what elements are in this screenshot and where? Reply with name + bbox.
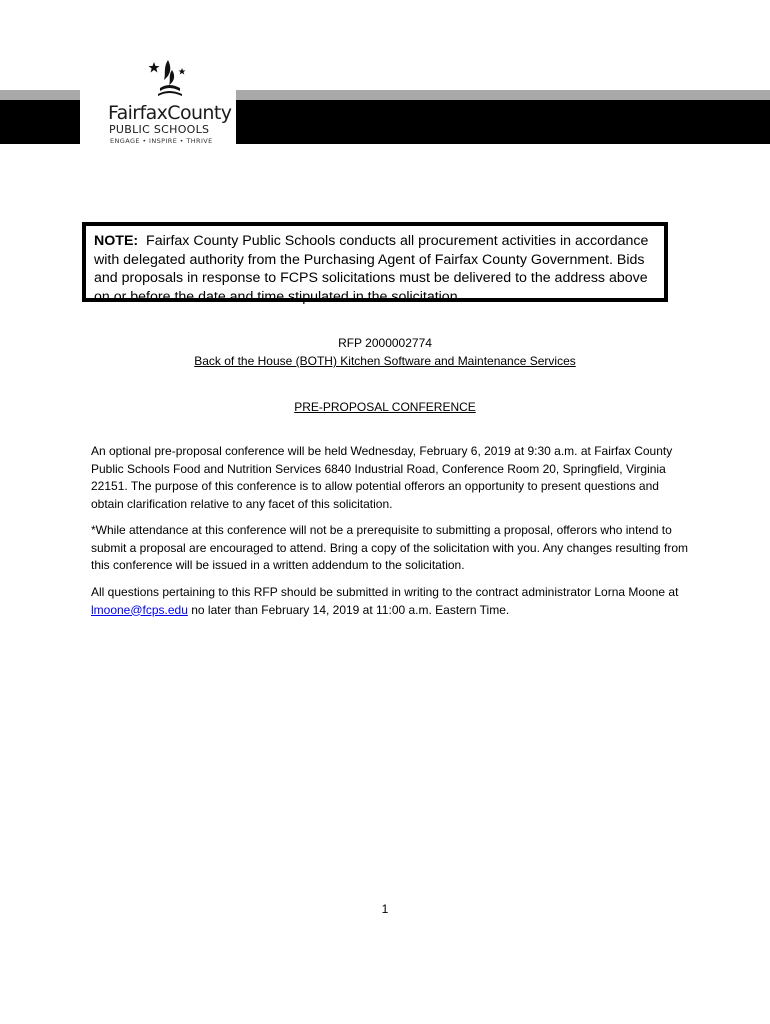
torch-stars-icon: [146, 58, 192, 102]
note-text: Fairfax County Public Schools conducts all procurement activities in accordance with delegated authority from the Purchasing Agent of Fairfax County Government. Bids and proposals in response to FCPS solicitations must be delivered to the address above on or before the date and time stipulated in the solicitation.: [94, 233, 649, 305]
header-bar-left-black: [0, 100, 80, 144]
fcps-logo: [104, 58, 236, 150]
deadline-text: no later than February 14, 2019 at 11:00 a.m. Eastern Time.: [187, 602, 510, 617]
note-label: NOTE:: [94, 233, 139, 249]
questions-text: All questions pertaining to this RFP should be submitted in writing to the contract administrator Lorna Moone at: [91, 585, 679, 599]
conference-paragraph-1: An optional pre-proposal conference will be held Wednesday, February 6, 2019 at 9:30 a.m. at Fairfax County Public Schools Food and Nutrition Services 6840 Industrial Road, Conference Room 20, Springfield, Virginia 22151. The purpose of this conference is to allow potential offerors an opportunity to present questions and obtain clarification relative to any facet of this solicitation.: [91, 444, 673, 511]
conference-heading: PRE-PROPOSAL CONFERENCE: [294, 400, 476, 414]
rfp-title: Back of the House (BOTH) Kitchen Software and Maintenance Services: [194, 354, 576, 368]
page-number: 1: [381, 902, 389, 916]
header-bar-right-black: [236, 100, 770, 144]
logo-name: FairfaxCounty: [108, 102, 232, 124]
logo-subtitle: PUBLIC SCHOOLS: [109, 123, 210, 136]
rfp-number: RFP 2000002774: [338, 336, 432, 350]
logo-tagline: ENGAGE • INSPIRE • THRIVE: [110, 137, 213, 145]
conference-paragraph-3: [91, 584, 691, 619]
email-link[interactable]: lmoone@fcps.edu: [91, 602, 188, 617]
note-box: [82, 222, 668, 305]
header-bar-right-gray: [236, 90, 770, 100]
conference-paragraph-2: *While attendance at this conference will not be a prerequisite to submitting a proposal, offerors who intend to submit a proposal are encouraged to attend. Bring a copy of the solicitation with you. Any changes resulting from this conference will be issued in a written addendum to the solicitation.: [91, 523, 689, 572]
header-bar-left-gray: [0, 90, 80, 100]
